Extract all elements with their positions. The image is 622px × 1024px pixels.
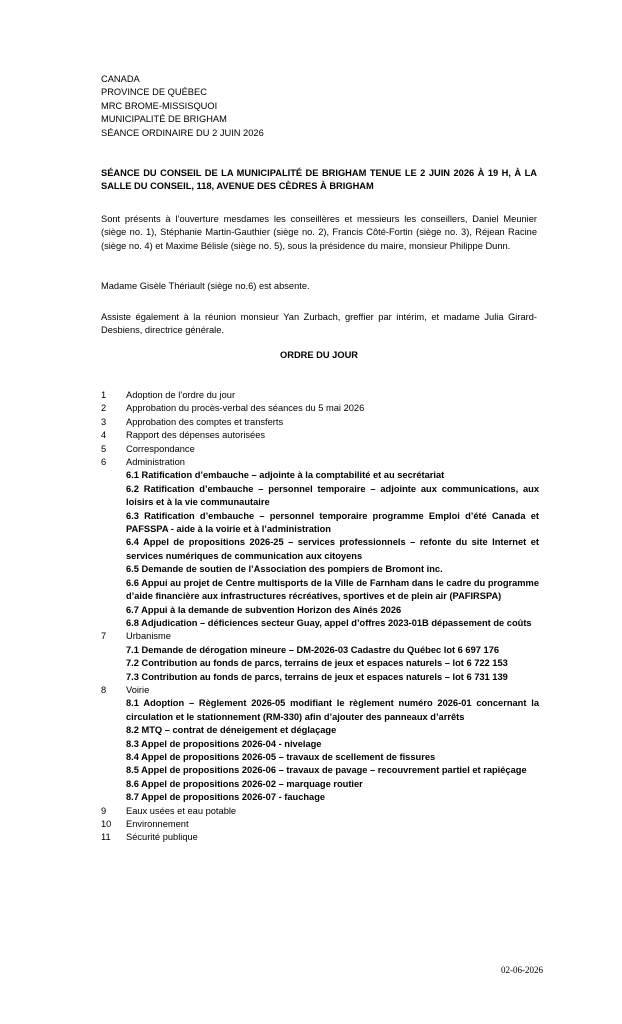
- agenda-item-label: Approbation du procès-verbal des séances du 5 mai 2026: [126, 403, 365, 414]
- agenda-subitem-list: [101, 469, 541, 630]
- agenda-heading: ORDRE DU JOUR: [280, 350, 358, 360]
- header-mrc: MRC BROME-MISSISQUOI: [101, 100, 218, 111]
- agenda-item-label: Approbation des comptes et transferts: [126, 416, 284, 427]
- agenda-item-label: Urbanisme: [126, 631, 171, 642]
- agenda-list: [101, 389, 541, 845]
- agenda-subitem: 6.4 Appel de propositions 2026-25 – services professionnels – refonte du site Internet et services numériques de communication aux citoyens: [126, 537, 539, 561]
- agenda-item: [101, 429, 541, 442]
- agenda-item-row: [101, 443, 541, 456]
- agenda-item-label: Sécurité publique: [126, 832, 198, 843]
- attendance-paragraph: Sont présents à l’ouverture mesdames les conseillères et messieurs les conseillers, Daniel Meunier (siège no. 1), Stéphanie Martin-Gauthier (siège no. 2), Francis Côté-Fortin (siège no. 3), Réjean Racine (siège no. 4) et Maxime Bélisle (siège no. 5), sous la présidence du maire, monsieur Philippe Dunn.: [101, 214, 537, 251]
- agenda-subitem: 7.3 Contribution au fonds de parcs, terrains de jeux et espaces naturels – lot 6 731 139: [126, 671, 508, 682]
- attending-staff-paragraph: Assiste également à la réunion monsieur Yan Zurbach, greffier par intérim, et madame Julia Girard-Desbiens, directrice générale.: [101, 312, 537, 336]
- agenda-item: [101, 402, 541, 415]
- agenda-item: [101, 684, 541, 805]
- agenda-subitem: 6.7 Appui à la demande de subvention Horizon des Aînés 2026: [126, 604, 402, 615]
- header-country: CANADA: [101, 74, 140, 84]
- agenda-item-row: [101, 818, 541, 831]
- agenda-item: [101, 831, 541, 844]
- agenda-item: [101, 456, 541, 630]
- agenda-subitem: 8.4 Appel de propositions 2026-05 – travaux de scellement de fissures: [126, 751, 436, 762]
- agenda-item-row: [101, 456, 541, 469]
- agenda-item-number: 2: [101, 403, 107, 414]
- agenda-subitem: 8.7 Appel de propositions 2026-07 - fauchage: [126, 792, 326, 803]
- agenda-item-label: Eaux usées et eau potable: [126, 805, 237, 816]
- agenda-item-number: 6: [101, 457, 107, 468]
- agenda-item-number: 10: [101, 819, 112, 829]
- agenda-item-label: Voirie: [126, 684, 150, 695]
- agenda-item-row: [101, 805, 541, 818]
- agenda-subitem: 6.5 Demande de soutien de l’Association des pompiers de Bromont inc.: [126, 564, 443, 575]
- agenda-item-number: 8: [101, 684, 107, 695]
- agenda-subitem: 6.2 Ratification d’embauche – personnel temporaire – adjointe aux communications, aux loisirs et à la vie communautaire: [126, 483, 539, 508]
- agenda-subitem-list: [101, 644, 541, 684]
- agenda-item: [101, 805, 541, 818]
- agenda-item-row: [101, 831, 541, 844]
- meeting-title: SÉANCE DU CONSEIL DE LA MUNICIPALITÉ DE BRIGHAM TENUE LE 2 JUIN 2026 À 19 H, À LA SALLE DU CONSEIL, 118, AVENUE DES CÈDRES À BRIGHAM: [101, 168, 537, 192]
- agenda-item: [101, 416, 541, 429]
- agenda-subitem: 8.6 Appel de propositions 2026-02 – marquage routier: [126, 778, 363, 789]
- document-header: [101, 73, 541, 140]
- agenda-subitem: 6.1 Ratification d’embauche – adjointe à la comptabilité et au secrétariat: [126, 470, 445, 481]
- agenda-item-label: Adoption de l’ordre du jour: [126, 390, 236, 400]
- agenda-subitem: 8.2 MTQ – contrat de déneigement et déglaçage: [126, 725, 337, 736]
- agenda-item-row: [101, 416, 541, 429]
- agenda-item: [101, 389, 541, 402]
- agenda-item-label: Correspondance: [126, 443, 195, 454]
- agenda-item-label: Environnement: [126, 819, 189, 829]
- agenda-item-label: Rapport des dépenses autorisées: [126, 430, 266, 441]
- agenda-item-row: [101, 630, 541, 643]
- agenda-subitem: 6.6 Appui au projet de Centre multisports de la Ville de Farnham dans le cadre du programme d’aide financière aux infrastructures récréatives, sportives et de plein air (PAFIRSPA): [126, 577, 539, 602]
- agenda-subitem: 6.3 Ratification d’embauche – personnel temporaire programme Emploi d’été Canada et PAFSSPA - aide à la voirie et à l’administration: [126, 510, 539, 535]
- header-municipality: MUNICIPALITÉ DE BRIGHAM: [101, 114, 227, 125]
- agenda-item: [101, 443, 541, 456]
- agenda-subitem: 7.1 Demande de dérogation mineure – DM-2026-03 Cadastre du Québec lot 6 697 176: [126, 644, 500, 655]
- agenda-subitem: 8.5 Appel de propositions 2026-06 – travaux de pavage – recouvrement partiel et rapiéçage: [126, 765, 527, 776]
- agenda-item-number: 7: [101, 631, 107, 642]
- agenda-subitem: 6.8 Adjudication – déficiences secteur Guay, appel d’offres 2023-01B dépassement de coûts: [126, 617, 532, 628]
- agenda-item-number: 9: [101, 805, 107, 816]
- header-province: PROVINCE DE QUÉBEC: [101, 87, 207, 98]
- footer-date: 02-06-2026: [501, 965, 543, 975]
- header-session: SÉANCE ORDINAIRE DU 2 JUIN 2026: [101, 127, 264, 138]
- agenda-item-row: [101, 389, 541, 402]
- agenda-subitem: 8.1 Adoption – Règlement 2026-05 modifiant le règlement numéro 2026-01 concernant la circulation et le stationnement (RM-330) afin d’ajouter des panneaux d’arrêts: [126, 698, 539, 722]
- agenda-item-label: Administration: [126, 457, 185, 468]
- agenda-item-row: [101, 684, 541, 697]
- agenda-item: [101, 818, 541, 831]
- absence-paragraph: Madame Gisèle Thériault (siège no.6) est absente.: [101, 281, 310, 291]
- agenda-subitem-list: [101, 697, 541, 804]
- agenda-item-row: [101, 402, 541, 415]
- agenda-subitem: 8.3 Appel de propositions 2026-04 - nivelage: [126, 738, 322, 749]
- agenda-item-number: 3: [101, 416, 107, 427]
- agenda-item-row: [101, 429, 541, 442]
- agenda-item-number: 1: [101, 390, 107, 400]
- agenda-item-number: 11: [101, 832, 111, 843]
- agenda-item-number: 5: [101, 443, 107, 454]
- agenda-subitem: 7.2 Contribution au fonds de parcs, terrains de jeux et espaces naturels – lot 6 722 153: [126, 658, 508, 669]
- agenda-item-number: 4: [101, 430, 107, 441]
- agenda-item: [101, 630, 541, 684]
